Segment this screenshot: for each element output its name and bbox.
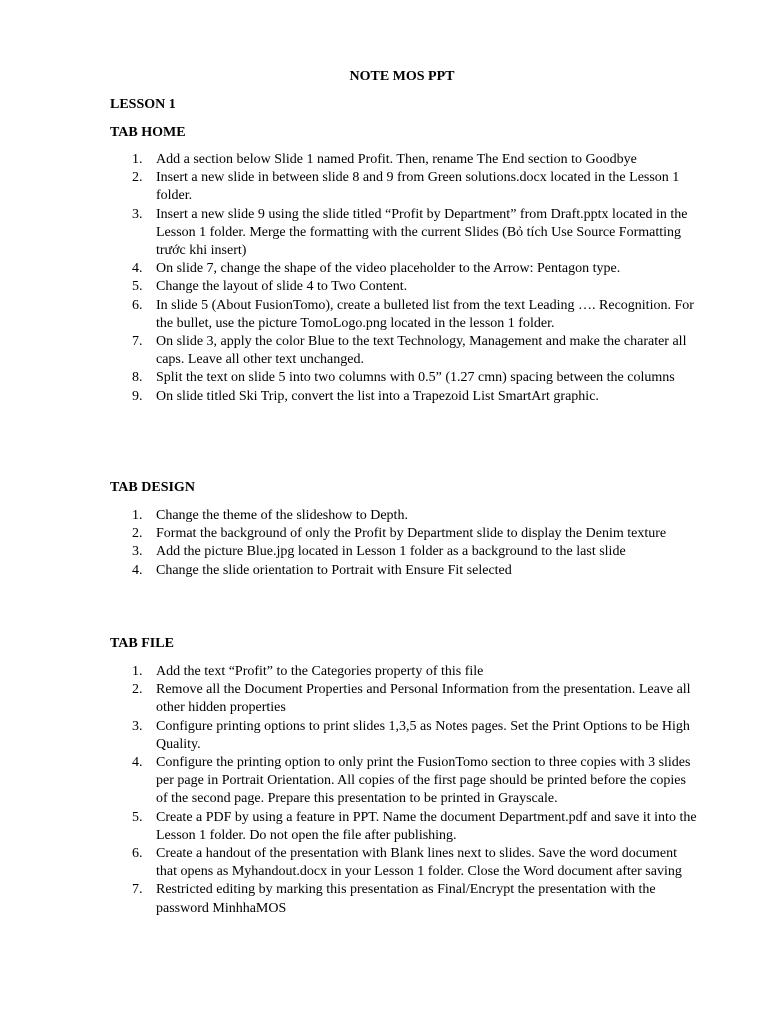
list-item-text: Format the background of only the Profit by Department slide to display the Denim texture [156,526,667,542]
list-item [110,333,700,369]
list-item-number: 3. [132,544,143,560]
list-item-number: 7. [132,334,143,350]
lesson-heading: LESSON 1 [110,97,176,112]
list-item [110,543,700,561]
section-heading-tab-design: TAB DESIGN [110,480,195,495]
list-item-number: 1. [132,664,143,679]
list-item-number: 1. [132,152,143,167]
list-item [110,881,700,917]
list-item [110,663,700,681]
list-item [110,754,700,809]
list-item [110,369,700,387]
list-item [110,151,700,169]
list-item [110,297,700,333]
list-item-number: 2. [132,170,143,186]
list-item-number: 4. [132,261,143,277]
list-item-text: Create a PDF by using a feature in PPT. Name the document Department.pdf and save it into the Lesson 1 folder. Do not open the file after publishing. [156,809,697,843]
list-item [110,169,700,205]
list-item-number: 8. [132,370,143,386]
list-item-number: 6. [132,297,143,313]
list-item-number: 6. [132,846,143,862]
list-item [110,388,700,406]
tab-home-list [110,151,700,406]
list-item-number: 3. [132,206,143,222]
list-item-text: Restricted editing by marking this presentation as Final/Encrypt the presentation with the password MinhhaMOS [156,882,656,916]
list-item-number: 9. [132,388,143,404]
list-item [110,278,700,296]
document-title: NOTE MOS PPT [349,69,455,84]
list-item [110,681,700,717]
list-item-number: 7. [132,882,143,898]
list-item [110,809,700,845]
section-heading-tab-file: TAB FILE [110,636,174,651]
list-item-text: On slide 3, apply the color Blue to the text Technology, Management and make the charater all caps. Leave all other text unchanged. [156,334,687,368]
list-item [110,845,700,881]
list-item-number: 5. [132,809,143,825]
list-item-text: Change the layout of slide 4 to Two Content. [156,279,408,295]
list-item-text: On slide titled Ski Trip, convert the list into a Trapezoid List SmartArt graphic. [156,388,599,404]
section-heading-tab-home: TAB HOME [110,125,186,140]
list-item-number: 5. [132,279,143,295]
list-item-text: Split the text on slide 5 into two columns with 0.5” (1.27 cmn) spacing between the columns [156,370,675,386]
list-item [110,507,700,525]
list-item-text: Add the text “Profit” to the Categories property of this file [156,664,484,679]
list-item-number: 2. [132,682,143,698]
list-item-number: 4. [132,755,143,771]
list-item-number: 3. [132,718,143,734]
list-item-text: On slide 7, change the shape of the video placeholder to the Arrow: Pentagon type. [156,261,621,277]
list-item-text: Insert a new slide in between slide 8 and 9 from Green solutions.docx located in the Lesson 1 folder. [156,170,680,204]
list-item [110,206,700,261]
list-item-text: Remove all the Document Properties and Personal Information from the presentation. Leave all other hidden properties [156,682,691,716]
list-item-text: Configure printing options to print slides 1,3,5 as Notes pages. Set the Print Options to be High Quality. [156,718,690,752]
list-item-text: Change the theme of the slideshow to Depth. [156,508,408,523]
list-item-text: In slide 5 (About FusionTomo), create a bulleted list from the text Leading …. Recognition. For the bullet, use the picture TomoLogo.png located in the lesson 1 folder. [156,297,694,331]
list-item-number: 2. [132,526,143,542]
list-item [110,525,700,543]
list-item [110,260,700,278]
list-item-text: Change the slide orientation to Portrait with Ensure Fit selected [156,562,512,578]
list-item-text: Add the picture Blue.jpg located in Lesson 1 folder as a background to the last slide [156,544,626,560]
list-item-number: 1. [132,508,143,523]
list-item-number: 4. [132,562,143,578]
list-item-text: Insert a new slide 9 using the slide titled “Profit by Department” from Draft.pptx located in the Lesson 1 folder. Merge the formatting with the current Slides (Bỏ tích Use Source Formatting trước khi insert) [156,206,688,259]
list-item-text: Configure the printing option to only print the FusionTomo section to three copies with 3 slides per page in Portrait Orientation. All copies of the first page should be printed before the copies of the second page. Prepare this presentation to be printed in Grayscale. [156,755,691,807]
list-item-text: Create a handout of the presentation with Blank lines next to slides. Save the word document that opens as Myhandout.docx in your Lesson 1 folder. Close the Word document after saving [156,846,682,880]
list-item [110,718,700,754]
tab-design-list [110,507,700,580]
list-item-text: Add a section below Slide 1 named Profit. Then, rename The End section to Goodbye [156,152,637,167]
tab-file-list [110,663,700,918]
list-item [110,562,700,580]
